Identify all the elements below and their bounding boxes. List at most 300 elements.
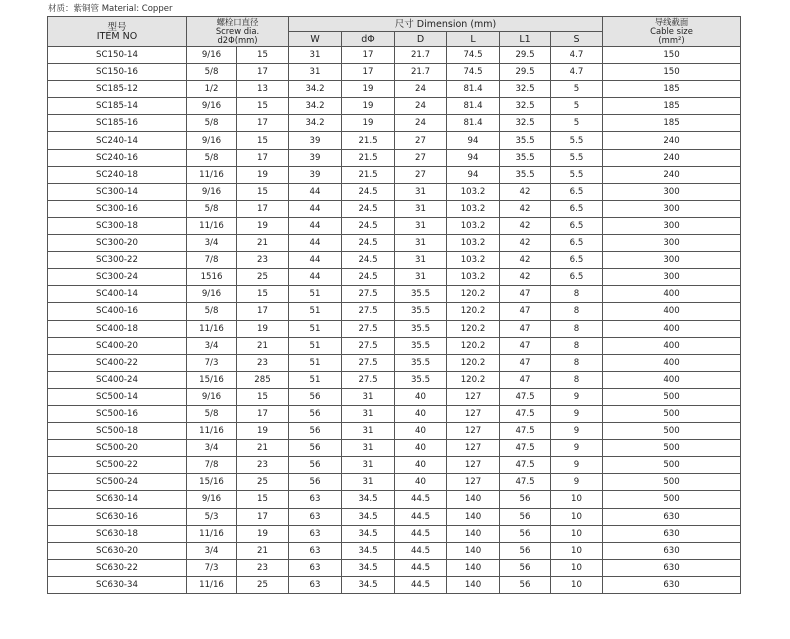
cable-size-cell: 630	[603, 559, 741, 576]
screw-dia-mm-cell: 13	[237, 81, 289, 98]
dim-l-cell: 74.5	[447, 64, 500, 81]
screw-dia-inch-cell: 5/8	[187, 405, 237, 422]
item-no-cell: SC150-16	[48, 64, 187, 81]
table-row	[48, 542, 741, 559]
item-no-cell: SC300-24	[48, 269, 187, 286]
dim-d-cell: 31	[395, 252, 447, 269]
screw-dia-mm-cell: 21	[237, 542, 289, 559]
dim-w-cell: 34.2	[289, 98, 342, 115]
table-row	[48, 508, 741, 525]
item-no-cell: SC240-14	[48, 132, 187, 149]
dim-d-cell: 35.5	[395, 371, 447, 388]
table-row	[48, 81, 741, 98]
dim-s-cell: 8	[551, 371, 603, 388]
dim-header-d: D	[395, 32, 447, 47]
dim-l1-cell: 47	[500, 320, 551, 337]
item-no-header-en: ITEM NO	[96, 30, 138, 42]
item-no-cell: SC500-24	[48, 474, 187, 491]
table-row	[48, 252, 741, 269]
dim-l1-cell: 47.5	[500, 474, 551, 491]
screw-dia-inch-cell: 9/16	[187, 132, 237, 149]
table-body	[48, 47, 741, 594]
screw-dia-inch-cell: 11/16	[187, 576, 237, 593]
dim-dphi-cell: 31	[342, 423, 395, 440]
cable-size-cell: 500	[603, 405, 741, 422]
dim-dphi-cell: 24.5	[342, 235, 395, 252]
dim-w-cell: 31	[289, 47, 342, 64]
dim-s-cell: 5.5	[551, 149, 603, 166]
dim-dphi-cell: 21.5	[342, 166, 395, 183]
table-row	[48, 132, 741, 149]
dim-l-cell: 103.2	[447, 269, 500, 286]
dim-dphi-cell: 19	[342, 81, 395, 98]
screw-dia-mm-cell: 21	[237, 440, 289, 457]
dim-l-cell: 120.2	[447, 320, 500, 337]
screw-dia-mm-cell: 17	[237, 200, 289, 217]
dim-w-cell: 56	[289, 474, 342, 491]
dim-l1-cell: 47.5	[500, 440, 551, 457]
dim-l-cell: 127	[447, 474, 500, 491]
dim-l1-cell: 56	[500, 525, 551, 542]
dim-dphi-cell: 21.5	[342, 132, 395, 149]
cable-size-cell: 300	[603, 200, 741, 217]
dim-w-cell: 63	[289, 576, 342, 593]
dim-l1-cell: 32.5	[500, 98, 551, 115]
item-no-cell: SC630-16	[48, 508, 187, 525]
dim-w-cell: 51	[289, 371, 342, 388]
dim-d-cell: 44.5	[395, 542, 447, 559]
dim-dphi-cell: 24.5	[342, 200, 395, 217]
screw-dia-mm-cell: 15	[237, 491, 289, 508]
dim-d-cell: 40	[395, 388, 447, 405]
dim-header-l1: L1	[500, 32, 551, 47]
dim-l1-cell: 42	[500, 217, 551, 234]
dim-l1-cell: 32.5	[500, 81, 551, 98]
dim-dphi-cell: 31	[342, 474, 395, 491]
dim-s-cell: 4.7	[551, 47, 603, 64]
dim-s-cell: 10	[551, 525, 603, 542]
dim-l1-cell: 56	[500, 559, 551, 576]
screw-dia-mm-cell: 17	[237, 64, 289, 81]
dim-l1-cell: 35.5	[500, 132, 551, 149]
cable-size-cell: 630	[603, 576, 741, 593]
table-row	[48, 474, 741, 491]
dim-dphi-cell: 34.5	[342, 508, 395, 525]
dim-d-cell: 31	[395, 235, 447, 252]
screw-dia-inch-cell: 3/4	[187, 542, 237, 559]
dim-l-cell: 127	[447, 457, 500, 474]
screw-dia-inch-cell: 15/16	[187, 474, 237, 491]
item-no-cell: SC300-22	[48, 252, 187, 269]
dim-w-cell: 56	[289, 457, 342, 474]
dim-d-cell: 44.5	[395, 576, 447, 593]
screw-dia-mm-cell: 19	[237, 525, 289, 542]
screw-dia-inch-cell: 15/16	[187, 371, 237, 388]
cable-size-header	[603, 17, 741, 47]
table-row	[48, 200, 741, 217]
dim-dphi-cell: 31	[342, 440, 395, 457]
dim-w-cell: 51	[289, 286, 342, 303]
dim-header-dphi: dΦ	[342, 32, 395, 47]
screw-dia-mm-cell: 25	[237, 576, 289, 593]
dim-l-cell: 120.2	[447, 354, 500, 371]
dim-dphi-cell: 27.5	[342, 286, 395, 303]
item-no-cell: SC400-24	[48, 371, 187, 388]
item-no-cell: SC240-18	[48, 166, 187, 183]
cable-size-cell: 300	[603, 269, 741, 286]
cable-size-cell: 630	[603, 525, 741, 542]
table-row	[48, 98, 741, 115]
screw-dia-mm-cell: 285	[237, 371, 289, 388]
dim-l-cell: 103.2	[447, 183, 500, 200]
dim-s-cell: 9	[551, 457, 603, 474]
dim-dphi-cell: 27.5	[342, 303, 395, 320]
dim-l-cell: 94	[447, 149, 500, 166]
cable-size-cell: 185	[603, 115, 741, 132]
dim-w-cell: 63	[289, 559, 342, 576]
dim-dphi-cell: 21.5	[342, 149, 395, 166]
dim-l-cell: 81.4	[447, 98, 500, 115]
screw-dia-mm-cell: 21	[237, 337, 289, 354]
dim-w-cell: 56	[289, 423, 342, 440]
dim-l1-cell: 32.5	[500, 115, 551, 132]
cable-size-cell: 630	[603, 508, 741, 525]
screw-dia-mm-cell: 17	[237, 508, 289, 525]
dim-dphi-cell: 19	[342, 115, 395, 132]
dim-l-cell: 140	[447, 542, 500, 559]
screw-dia-mm-cell: 15	[237, 132, 289, 149]
screw-dia-inch-cell: 11/16	[187, 525, 237, 542]
item-no-cell: SC500-14	[48, 388, 187, 405]
dim-dphi-cell: 31	[342, 457, 395, 474]
screw-dia-mm-cell: 15	[237, 47, 289, 64]
dim-s-cell: 10	[551, 576, 603, 593]
cable-size-cell: 500	[603, 457, 741, 474]
cable-size-cell: 400	[603, 337, 741, 354]
screw-dia-mm-cell: 17	[237, 405, 289, 422]
dim-d-cell: 35.5	[395, 354, 447, 371]
dim-d-cell: 31	[395, 200, 447, 217]
screw-dia-inch-cell: 3/4	[187, 235, 237, 252]
dim-header-s: S	[551, 32, 603, 47]
item-no-cell: SC500-22	[48, 457, 187, 474]
dim-w-cell: 51	[289, 320, 342, 337]
screw-dia-mm-cell: 23	[237, 354, 289, 371]
dim-l-cell: 140	[447, 508, 500, 525]
cable-size-cell: 300	[603, 235, 741, 252]
dim-l1-cell: 42	[500, 200, 551, 217]
table-row	[48, 525, 741, 542]
cable-size-cell: 500	[603, 491, 741, 508]
table-row	[48, 576, 741, 593]
screw-dia-inch-cell: 11/16	[187, 217, 237, 234]
dim-l1-cell: 29.5	[500, 47, 551, 64]
dim-l-cell: 81.4	[447, 81, 500, 98]
dim-d-cell: 40	[395, 440, 447, 457]
dim-s-cell: 6.5	[551, 200, 603, 217]
dim-dphi-cell: 24.5	[342, 269, 395, 286]
screw-dia-inch-cell: 5/8	[187, 149, 237, 166]
dim-l1-cell: 42	[500, 252, 551, 269]
screw-dia-inch-cell: 9/16	[187, 388, 237, 405]
dim-l1-cell: 47	[500, 354, 551, 371]
screw-dia-inch-cell: 5/3	[187, 508, 237, 525]
item-no-cell: SC500-20	[48, 440, 187, 457]
dim-dphi-cell: 19	[342, 98, 395, 115]
dim-s-cell: 8	[551, 354, 603, 371]
cable-size-cell: 400	[603, 320, 741, 337]
screw-dia-inch-cell: 3/4	[187, 440, 237, 457]
dim-w-cell: 39	[289, 166, 342, 183]
screw-dia-inch-cell: 5/8	[187, 303, 237, 320]
table-row	[48, 371, 741, 388]
dim-s-cell: 8	[551, 337, 603, 354]
dim-l1-cell: 42	[500, 183, 551, 200]
table-row	[48, 286, 741, 303]
dim-l-cell: 103.2	[447, 200, 500, 217]
dim-l1-cell: 47	[500, 371, 551, 388]
table-row	[48, 269, 741, 286]
item-no-cell: SC400-18	[48, 320, 187, 337]
cable-size-header-en: Cable size	[650, 26, 693, 36]
dim-l1-cell: 47	[500, 337, 551, 354]
cable-size-cell: 400	[603, 371, 741, 388]
dim-w-cell: 51	[289, 303, 342, 320]
dim-l1-cell: 47.5	[500, 457, 551, 474]
item-no-cell: SC240-16	[48, 149, 187, 166]
spec-table	[47, 16, 741, 594]
table-row	[48, 320, 741, 337]
dim-dphi-cell: 31	[342, 405, 395, 422]
item-no-cell: SC630-18	[48, 525, 187, 542]
dim-l-cell: 140	[447, 491, 500, 508]
dim-s-cell: 9	[551, 388, 603, 405]
dim-s-cell: 10	[551, 559, 603, 576]
dim-l-cell: 81.4	[447, 115, 500, 132]
dim-l1-cell: 47.5	[500, 423, 551, 440]
table-row	[48, 354, 741, 371]
dim-w-cell: 56	[289, 388, 342, 405]
item-no-cell: SC400-22	[48, 354, 187, 371]
dim-d-cell: 40	[395, 457, 447, 474]
dim-w-cell: 44	[289, 217, 342, 234]
dim-w-cell: 63	[289, 525, 342, 542]
item-no-header-cn: 型号	[107, 21, 127, 33]
dim-w-cell: 31	[289, 64, 342, 81]
screw-dia-inch-cell: 9/16	[187, 47, 237, 64]
dim-l-cell: 127	[447, 405, 500, 422]
screw-dia-mm-cell: 23	[237, 559, 289, 576]
dim-header-w: W	[289, 32, 342, 47]
cable-size-cell: 500	[603, 474, 741, 491]
dim-w-cell: 44	[289, 269, 342, 286]
table-row	[48, 166, 741, 183]
dim-d-cell: 40	[395, 474, 447, 491]
screw-dia-mm-cell: 19	[237, 166, 289, 183]
table-row	[48, 388, 741, 405]
dim-d-cell: 27	[395, 149, 447, 166]
dim-s-cell: 5	[551, 81, 603, 98]
item-no-cell: SC185-14	[48, 98, 187, 115]
dim-w-cell: 44	[289, 235, 342, 252]
dim-d-cell: 21.7	[395, 47, 447, 64]
dim-d-cell: 35.5	[395, 286, 447, 303]
dim-l1-cell: 42	[500, 235, 551, 252]
screw-dia-inch-cell: 7/3	[187, 354, 237, 371]
table-row	[48, 559, 741, 576]
screw-dia-mm-cell: 19	[237, 217, 289, 234]
dim-l1-cell: 35.5	[500, 166, 551, 183]
dim-l1-cell: 56	[500, 491, 551, 508]
dim-s-cell: 10	[551, 542, 603, 559]
screw-dia-inch-cell: 1516	[187, 269, 237, 286]
screw-dia-inch-cell: 11/16	[187, 320, 237, 337]
dim-d-cell: 35.5	[395, 303, 447, 320]
dim-d-cell: 27	[395, 132, 447, 149]
item-no-cell: SC300-20	[48, 235, 187, 252]
cable-size-cell: 500	[603, 440, 741, 457]
dim-d-cell: 31	[395, 269, 447, 286]
dim-d-cell: 24	[395, 115, 447, 132]
dim-dphi-cell: 34.5	[342, 576, 395, 593]
dim-dphi-cell: 27.5	[342, 371, 395, 388]
screw-dia-mm-cell: 15	[237, 98, 289, 115]
cable-size-cell: 300	[603, 252, 741, 269]
item-no-cell: SC400-14	[48, 286, 187, 303]
dim-dphi-cell: 24.5	[342, 217, 395, 234]
screw-dia-inch-cell: 9/16	[187, 286, 237, 303]
dim-l-cell: 94	[447, 166, 500, 183]
dim-w-cell: 56	[289, 440, 342, 457]
cable-size-header-unit: (mm²)	[658, 35, 685, 45]
dim-l1-cell: 47.5	[500, 388, 551, 405]
dim-d-cell: 31	[395, 183, 447, 200]
table-row	[48, 183, 741, 200]
dim-s-cell: 9	[551, 423, 603, 440]
screw-dia-mm-cell: 21	[237, 235, 289, 252]
dim-l1-cell: 42	[500, 269, 551, 286]
dim-l1-cell: 56	[500, 576, 551, 593]
item-no-cell: SC400-16	[48, 303, 187, 320]
table-row	[48, 235, 741, 252]
cable-size-cell: 185	[603, 81, 741, 98]
dim-l-cell: 103.2	[447, 252, 500, 269]
dim-w-cell: 63	[289, 491, 342, 508]
screw-dia-mm-cell: 17	[237, 303, 289, 320]
cable-size-cell: 400	[603, 286, 741, 303]
dim-d-cell: 35.5	[395, 320, 447, 337]
cable-size-cell: 630	[603, 542, 741, 559]
table-row	[48, 440, 741, 457]
dim-w-cell: 44	[289, 200, 342, 217]
screw-dia-mm-cell: 17	[237, 115, 289, 132]
dim-w-cell: 39	[289, 132, 342, 149]
screw-dia-inch-cell: 9/16	[187, 98, 237, 115]
dim-s-cell: 6.5	[551, 183, 603, 200]
table-row	[48, 423, 741, 440]
item-no-cell: SC630-22	[48, 559, 187, 576]
cable-size-cell: 500	[603, 423, 741, 440]
dim-l-cell: 74.5	[447, 47, 500, 64]
dim-d-cell: 31	[395, 217, 447, 234]
table-row	[48, 149, 741, 166]
cable-size-header-cn: 导线截面	[654, 17, 689, 27]
screw-dia-mm-cell: 15	[237, 183, 289, 200]
dim-d-cell: 24	[395, 81, 447, 98]
dim-l-cell: 94	[447, 132, 500, 149]
dim-d-cell: 21.7	[395, 64, 447, 81]
dim-w-cell: 63	[289, 508, 342, 525]
screw-dia-inch-cell: 11/16	[187, 423, 237, 440]
screw-dia-inch-cell: 5/8	[187, 200, 237, 217]
table-row	[48, 491, 741, 508]
dim-dphi-cell: 31	[342, 388, 395, 405]
cable-size-cell: 300	[603, 183, 741, 200]
dim-dphi-cell: 34.5	[342, 525, 395, 542]
cable-size-cell: 240	[603, 132, 741, 149]
dim-dphi-cell: 24.5	[342, 252, 395, 269]
cable-size-cell: 500	[603, 388, 741, 405]
item-no-cell: SC500-18	[48, 423, 187, 440]
dim-l1-cell: 56	[500, 542, 551, 559]
item-no-cell: SC185-12	[48, 81, 187, 98]
table-row	[48, 47, 741, 64]
dim-l-cell: 140	[447, 525, 500, 542]
table-row	[48, 217, 741, 234]
cable-size-cell: 400	[603, 303, 741, 320]
dim-d-cell: 40	[395, 405, 447, 422]
table-row	[48, 115, 741, 132]
item-no-cell: SC630-34	[48, 576, 187, 593]
cable-size-cell: 240	[603, 149, 741, 166]
dim-w-cell: 56	[289, 405, 342, 422]
screw-dia-mm-cell: 15	[237, 388, 289, 405]
screw-dia-inch-cell: 1/2	[187, 81, 237, 98]
screw-dia-header-en: Screw dia.	[215, 26, 260, 36]
dim-d-cell: 44.5	[395, 559, 447, 576]
cable-size-cell: 400	[603, 354, 741, 371]
dim-l-cell: 127	[447, 423, 500, 440]
screw-dia-mm-cell: 25	[237, 269, 289, 286]
dim-w-cell: 44	[289, 252, 342, 269]
dim-s-cell: 10	[551, 508, 603, 525]
dim-s-cell: 9	[551, 440, 603, 457]
dim-l1-cell: 29.5	[500, 64, 551, 81]
dim-l-cell: 140	[447, 559, 500, 576]
dim-s-cell: 5.5	[551, 166, 603, 183]
cable-size-cell: 300	[603, 217, 741, 234]
dim-s-cell: 8	[551, 320, 603, 337]
dim-dphi-cell: 34.5	[342, 491, 395, 508]
dim-s-cell: 4.7	[551, 64, 603, 81]
table-row	[48, 405, 741, 422]
dim-w-cell: 34.2	[289, 115, 342, 132]
dim-d-cell: 40	[395, 423, 447, 440]
dim-w-cell: 34.2	[289, 81, 342, 98]
screw-dia-inch-cell: 9/16	[187, 183, 237, 200]
dim-s-cell: 5	[551, 98, 603, 115]
item-no-cell: SC630-14	[48, 491, 187, 508]
item-no-cell: SC500-16	[48, 405, 187, 422]
dim-s-cell: 9	[551, 405, 603, 422]
dim-d-cell: 35.5	[395, 337, 447, 354]
cable-size-cell: 185	[603, 98, 741, 115]
dim-l1-cell: 35.5	[500, 149, 551, 166]
dim-s-cell: 6.5	[551, 252, 603, 269]
item-no-cell: SC300-14	[48, 183, 187, 200]
dim-w-cell: 63	[289, 542, 342, 559]
dim-l1-cell: 47	[500, 286, 551, 303]
